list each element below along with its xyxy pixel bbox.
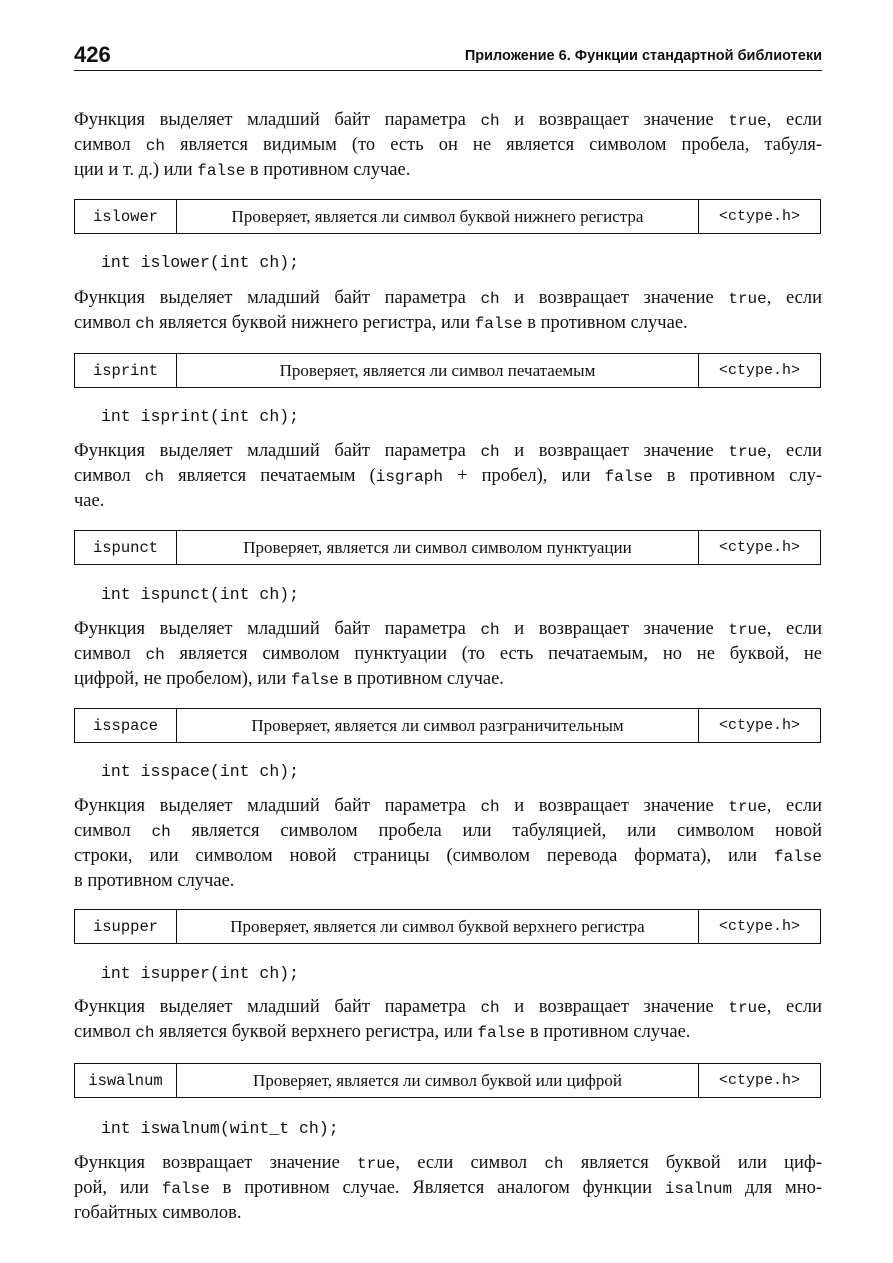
function-header-file: <ctype.h> — [718, 539, 800, 556]
text-line — [74, 133, 822, 158]
function-name: isprint — [75, 354, 177, 387]
text-line — [74, 311, 822, 336]
function-description: Проверяет, является ли символ буквой или цифрой — [177, 1064, 699, 1097]
text-run: для мно- — [732, 1178, 823, 1198]
intro-paragraph — [74, 108, 822, 183]
code-term: false — [161, 1180, 210, 1198]
text-line — [74, 819, 822, 844]
code-term: ch — [480, 999, 500, 1017]
code-term: ch — [145, 137, 165, 155]
text-run: , если — [766, 997, 823, 1017]
code-term: ch — [145, 646, 165, 664]
text-line — [74, 642, 822, 667]
function-table-iswalnum — [74, 1063, 821, 1098]
text-run: и возвращает значение — [499, 441, 729, 461]
text-line — [74, 108, 822, 133]
text-run: символ — [74, 466, 145, 486]
text-run: в противном слу- — [652, 466, 822, 486]
text-run: , если — [766, 796, 823, 816]
text-run: в противном случае. — [522, 313, 688, 333]
text-line — [74, 158, 822, 183]
text-run: символ — [74, 313, 136, 333]
text-run: Функция выделяет младший байт параметра — [74, 997, 481, 1017]
text-run: и возвращает значение — [499, 796, 729, 816]
function-name: ispunct — [75, 531, 177, 564]
code-term: isalnum — [664, 1180, 733, 1198]
function-prototype: int ispunct(int ch); — [101, 585, 300, 604]
function-explanation — [74, 286, 822, 336]
text-line — [74, 286, 822, 311]
function-explanation — [74, 794, 822, 893]
code-term: false — [604, 468, 653, 486]
function-prototype: int isspace(int ch); — [101, 762, 300, 781]
code-term: true — [728, 621, 767, 639]
function-table-islower — [74, 199, 821, 234]
code-term: ch — [480, 112, 500, 130]
text-run: Функция выделяет младший байт параметра — [74, 796, 481, 816]
function-explanation — [74, 995, 822, 1045]
function-prototype: int isprint(int ch); — [101, 407, 300, 426]
text-run: строки, или символом новой страницы (символом перевода формата), или — [74, 846, 774, 866]
text-line — [74, 1151, 822, 1176]
text-run: символ — [74, 135, 146, 155]
text-run: , если — [766, 110, 823, 130]
text-run: Функция выделяет младший байт параметра — [74, 441, 481, 461]
text-run: ции и т. д.) или — [74, 160, 198, 180]
text-line — [74, 1201, 822, 1225]
running-title: Приложение 6. Функции стандартной библиотеки — [464, 48, 822, 64]
function-explanation — [74, 439, 822, 513]
code-term: true — [728, 290, 767, 308]
code-term: ch — [480, 798, 500, 816]
code-term: false — [773, 848, 822, 866]
text-run: Функция возвращает значение — [74, 1153, 357, 1173]
function-name: islower — [75, 200, 177, 233]
text-run: символ — [74, 821, 152, 841]
text-run: Функция выделяет младший байт параметра — [74, 288, 481, 308]
function-table-isprint — [74, 353, 821, 388]
text-run: является символом пунктуации (то есть печатаемым, но не буквой, не — [164, 644, 822, 664]
code-term: false — [290, 671, 339, 689]
function-explanation — [74, 1151, 822, 1225]
code-term: ch — [135, 315, 155, 333]
text-run: в противном случае. — [245, 160, 411, 180]
text-line — [74, 1176, 822, 1201]
code-term: ch — [144, 468, 164, 486]
code-term: true — [728, 112, 767, 130]
text-run: в противном случае. Является аналогом функции — [209, 1178, 665, 1198]
text-run: чае. — [74, 491, 105, 511]
function-prototype: int iswalnum(wint_t ch); — [101, 1119, 339, 1138]
text-line — [74, 464, 822, 489]
code-term: ch — [135, 1024, 155, 1042]
code-term: ch — [544, 1155, 564, 1173]
code-term: true — [728, 999, 767, 1017]
text-line — [74, 439, 822, 464]
code-term: ch — [151, 823, 171, 841]
text-run: и возвращает значение — [499, 997, 729, 1017]
function-explanation — [74, 617, 822, 692]
function-prototype: int islower(int ch); — [101, 253, 300, 272]
text-line — [74, 1020, 822, 1045]
text-run: является буквой нижнего регистра, или — [154, 313, 475, 333]
page-header — [74, 40, 822, 71]
text-run: является видимым (то есть он не является символом пробела, табуля- — [164, 135, 822, 155]
text-line — [74, 667, 822, 692]
function-table-isspace — [74, 708, 821, 743]
function-table-isupper — [74, 909, 821, 944]
code-term: false — [474, 315, 523, 333]
text-run: и возвращает значение — [499, 288, 729, 308]
text-run: является печатаемым ( — [163, 466, 376, 486]
text-line — [74, 489, 822, 513]
text-run: в противном случае. — [338, 669, 504, 689]
code-term: true — [728, 443, 767, 461]
text-run: Функция выделяет младший байт параметра — [74, 619, 481, 639]
text-run: , если — [766, 619, 823, 639]
function-header-file: <ctype.h> — [718, 208, 800, 225]
function-header-file: <ctype.h> — [718, 1072, 800, 1089]
text-line — [74, 617, 822, 642]
function-prototype: int isupper(int ch); — [101, 964, 300, 983]
text-run: , если — [766, 441, 823, 461]
function-header-file: <ctype.h> — [718, 362, 800, 379]
text-run: рой, или — [74, 1178, 162, 1198]
text-run: Функция выделяет младший байт параметра — [74, 110, 481, 130]
text-run: в противном случае. — [525, 1022, 691, 1042]
text-line — [74, 794, 822, 819]
code-term: true — [357, 1155, 396, 1173]
code-term: ch — [480, 621, 500, 639]
text-run: и возвращает значение — [499, 110, 729, 130]
text-run: и возвращает значение — [499, 619, 729, 639]
function-name: iswalnum — [75, 1064, 177, 1097]
text-run: является символом пробела или табуляцией, или символом новой — [170, 821, 822, 841]
text-line — [74, 844, 822, 869]
text-line — [74, 995, 822, 1020]
function-name: isupper — [75, 910, 177, 943]
function-description: Проверяет, является ли символ буквой верхнего регистра — [177, 910, 699, 943]
function-name: isspace — [75, 709, 177, 742]
code-term: false — [197, 162, 246, 180]
page-number: 426 — [74, 42, 111, 67]
text-run: цифрой, не пробелом), или — [74, 669, 291, 689]
function-description: Проверяет, является ли символ буквой нижнего регистра — [177, 200, 699, 233]
code-term: true — [728, 798, 767, 816]
text-run: гобайтных символов. — [74, 1203, 242, 1223]
text-run: символ — [74, 1022, 136, 1042]
code-term: ch — [480, 290, 500, 308]
function-table-ispunct — [74, 530, 821, 565]
function-description: Проверяет, является ли символ символом пунктуации — [177, 531, 699, 564]
code-term: ch — [480, 443, 500, 461]
text-run: является буквой или циф- — [563, 1153, 823, 1173]
function-header-file: <ctype.h> — [718, 717, 800, 734]
text-run: , если символ — [395, 1153, 545, 1173]
function-description: Проверяет, является ли символ разграничительным — [177, 709, 699, 742]
function-header-file: <ctype.h> — [718, 918, 800, 935]
text-run: является буквой верхнего регистра, или — [154, 1022, 478, 1042]
text-run: в противном случае. — [74, 871, 235, 891]
function-description: Проверяет, является ли символ печатаемым — [177, 354, 699, 387]
code-term: isgraph — [375, 468, 443, 486]
text-run: символ — [74, 644, 146, 664]
text-line — [74, 869, 822, 893]
text-run: + пробел), или — [442, 466, 605, 486]
code-term: false — [477, 1024, 526, 1042]
text-run: , если — [766, 288, 823, 308]
